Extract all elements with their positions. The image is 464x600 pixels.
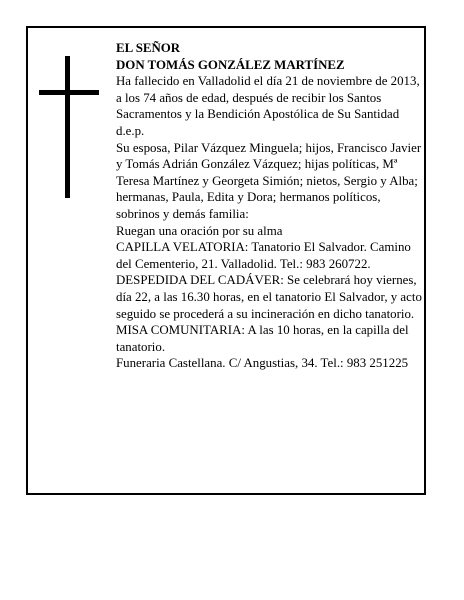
cross-horizontal-bar <box>39 90 99 95</box>
chapel-info: CAPILLA VELATORIA: Tanatorio El Salvador. Camino del Cementerio, 21. Valladolid. Tel.: 983 260722. <box>116 240 411 271</box>
farewell-info: DESPEDIDA DEL CADÁVER: Se celebrará hoy viernes, día 22, a las 16.30 horas, en el tanatorio El Salvador, y acto seguido se procederá a su incineración en dicho tanatorio. <box>116 273 422 321</box>
deceased-name: DON TOMÁS GONZÁLEZ MARTÍNEZ <box>116 57 345 72</box>
family-list: Su esposa, Pilar Vázquez Minguela; hijos, Francisco Javier y Tomás Adrián González Vázquez; hijas políticas, Mª Teresa Martínez y Georgeta Simión; nietos, Sergio y Alba; hermanas, Paula, Edita y Dora; hermanos políticos, sobrinos y demás familia: <box>116 140 422 221</box>
notice-title: EL SEÑOR <box>116 41 181 55</box>
funeral-home-info: Funeraria Castellana. C/ Angustias, 34. Tel.: 983 251225 <box>116 356 409 371</box>
obituary-notice <box>26 26 426 495</box>
death-announcement: Ha fallecido en Valladolid el día 21 de noviembre de 2013, a los 74 años de edad, después de recibir los Santos Sacramentos y la Bendición Apostólica de Su Santidad <box>116 74 420 122</box>
cross-vertical-bar <box>65 56 70 198</box>
mass-info: MISA COMUNITARIA: A las 10 horas, en la capilla del tanatorio. <box>116 323 409 354</box>
prayer-request: Ruegan una oración por su alma <box>116 223 283 238</box>
rip-text: d.e.p. <box>116 123 145 138</box>
cross-icon <box>39 56 99 198</box>
obituary-text <box>116 40 422 372</box>
